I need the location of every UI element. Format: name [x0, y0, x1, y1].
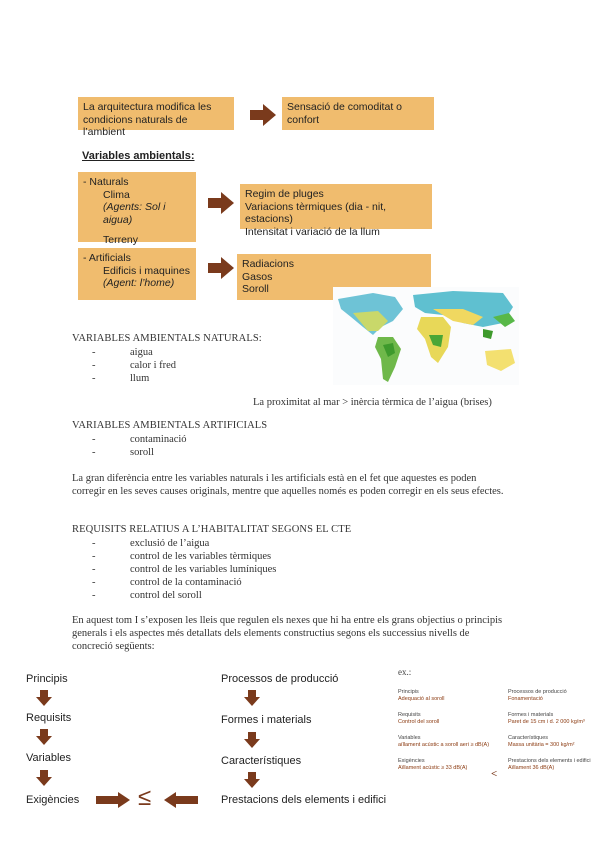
list-item: - control de les variables tèrmiques [92, 551, 272, 562]
down-arrow-icon [36, 770, 52, 786]
list-item-text: calor i fred [130, 360, 177, 371]
down-arrow-icon [36, 690, 52, 706]
list-item: - control de les variables lumíniques [92, 564, 277, 575]
flow-formes: Formes i materials [221, 714, 312, 726]
example-right-column [508, 689, 600, 772]
right-arrow-icon [96, 792, 130, 808]
list-item: - control de la contaminació [92, 577, 242, 588]
down-arrow-icon [244, 732, 260, 748]
artificials-box [78, 248, 196, 300]
box-line: Gasos [242, 270, 273, 283]
flow-prestacions: Prestacions dels elements i edifici [221, 794, 387, 806]
down-arrow-icon [36, 729, 52, 745]
less-than-sign: < [491, 768, 498, 780]
box-line: Regim de pluges [245, 188, 324, 200]
box-text: Sensació de comoditat o confort [287, 101, 402, 126]
example-label: Exigències [398, 758, 425, 764]
levels-paragraph: En aquest tom I s’exposen les lleis que regulen els nexes que hi ha entre els grans objectius o principis generals i els aspectes més detallats dels elements constructius segons els successius nivells de concreció següents: [72, 615, 503, 652]
box-line: (Agent: l’home) [103, 277, 175, 289]
box-line: Soroll [242, 283, 269, 295]
list-item-text: control de la contaminació [130, 577, 242, 588]
box-line: Radiacions [242, 258, 294, 270]
example-label: Variables [398, 735, 421, 741]
box-line: Terreny [103, 234, 139, 246]
artificial-variables-heading: VARIABLES AMBIENTALS ARTIFICIALS [72, 420, 268, 431]
map-caption: La proximitat al mar > inèrcia tèrmica de l’aigua (brises) [253, 397, 492, 408]
example-value: Massa unitària = 300 kg/m² [508, 742, 575, 748]
requirements-list [72, 537, 276, 602]
right-arrow-icon [250, 104, 276, 126]
box-line: Variacions tèrmiques (dia - nit, estacions) [245, 200, 387, 225]
example-value: aïllament acústic a soroll aeri ≥ dB(A) [398, 742, 490, 748]
example-label: Requisits [398, 712, 421, 718]
list-item-text: control del soroll [130, 590, 202, 601]
flow-requisits: Requisits [26, 712, 72, 724]
right-arrow-icon [208, 192, 234, 214]
example-label: Prestacions dels elements i edifici [508, 758, 591, 764]
example-value: Fonamentació [508, 696, 543, 702]
naturals-box [78, 172, 196, 246]
flow-processos: Processos de producció [221, 673, 339, 685]
down-arrow-icon [244, 772, 260, 788]
example-label: Característiques [508, 735, 549, 741]
list-item: - contaminació [92, 434, 187, 445]
list-item: - aigua [92, 347, 153, 358]
list-item: - llum [92, 373, 150, 384]
down-arrow-icon [244, 690, 260, 706]
less-equal-sign: ≤ [138, 784, 152, 811]
example-value: Aïllament acústic ≥ 33 dB(A) [398, 765, 468, 771]
box-line: (Agents: Sol i aigua) [103, 201, 166, 226]
list-item: - calor i fred [92, 360, 177, 371]
box-line: - Naturals [83, 176, 129, 188]
box-line: - Artificials [83, 252, 131, 264]
natural-variables-list [72, 346, 176, 385]
list-item-text: llum [130, 373, 150, 384]
left-arrow-icon [164, 792, 198, 808]
list-item-text: exclusió de l’aigua [130, 538, 210, 549]
example-value: Control del soroll [398, 719, 440, 725]
flow-caracteristiques: Característiques [221, 755, 302, 767]
box-line: Clima [103, 188, 130, 201]
list-item: - control del soroll [92, 590, 202, 601]
natural-variables-heading: VARIABLES AMBIENTALS NATURALS: [72, 333, 262, 344]
list-item-text: contaminació [130, 434, 187, 445]
box-line: La arquitectura modifica les [83, 101, 212, 113]
list-item-text: control de les variables lumíniques [130, 564, 277, 575]
artificial-variables-list [72, 433, 187, 459]
example-value: Paret de 15 cm i d. 2 000 kg/m³ [508, 719, 585, 725]
box-line: Edificis i maquines [103, 264, 190, 277]
example-label: Formes i materials [508, 712, 554, 718]
example-left-column [398, 689, 508, 772]
flow-exigencies: Exigències [26, 794, 80, 806]
example-label: Principis [398, 689, 419, 695]
architecture-box [78, 97, 234, 138]
example-label: Processos de producció [508, 689, 567, 695]
flow-principis: Principis [26, 673, 68, 685]
flow-variables: Variables [26, 752, 72, 764]
box-line: Intensitat i variació de la llum [245, 225, 380, 238]
list-item-text: soroll [130, 447, 154, 458]
list-item-text: control de les variables tèrmiques [130, 551, 272, 562]
comfort-box [282, 97, 434, 130]
world-climate-map [333, 287, 519, 385]
naturals-effects-box [240, 184, 432, 238]
list-item: - exclusió de l’aigua [92, 538, 210, 549]
difference-paragraph: La gran diferència entre les variables naturals i les artificials està en el fet que aquestes es poden corregir en les seves causes originals, mentre que aquelles només es poden corregir en els seus efectes. [72, 473, 504, 497]
box-line: condicions naturals de l’ambient [83, 113, 188, 138]
variables-heading: Variables ambientals: [82, 150, 195, 162]
right-arrow-icon [208, 257, 234, 279]
example-title: ex.: [398, 667, 412, 677]
list-item-text: aigua [130, 347, 153, 358]
example-value: Adequació al soroll [398, 696, 445, 702]
list-item: - soroll [92, 447, 154, 458]
requirements-heading: REQUISITS RELATIUS A L’HABITALITAT SEGONS EL CTE [72, 524, 352, 535]
example-value: Aïllament 36 dB(A) [508, 765, 555, 771]
